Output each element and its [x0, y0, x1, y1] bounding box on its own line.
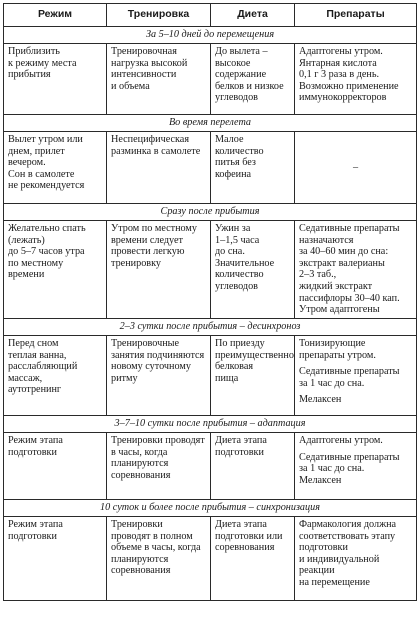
cell-regime: [4, 132, 107, 204]
cell-line: белков и низкое: [215, 80, 284, 92]
cell-line: Мелаксен: [299, 394, 342, 406]
table-row: [4, 517, 417, 601]
cell-line: времени: [8, 269, 45, 281]
cell-training: [107, 132, 211, 204]
cell-line: Утром адаптогены: [299, 304, 380, 316]
cell-line: новому суточному: [111, 361, 191, 373]
section-before-travel: [4, 27, 417, 115]
cell-line: высокое: [215, 57, 251, 69]
cell-line: Ужин за: [215, 223, 251, 234]
table-row: [4, 433, 417, 500]
cell-line: углеводов: [215, 280, 258, 292]
cell-line: кофеина: [215, 168, 252, 180]
cell-line: Режим этапа: [8, 519, 63, 530]
cell-line: До вылета –: [215, 46, 268, 57]
cell-line: Тренировки: [111, 519, 163, 530]
cell-line: Перед сном: [8, 338, 59, 349]
cell-line: Тонизирующие: [299, 338, 366, 349]
cell-regime: [4, 517, 107, 601]
cell-line: количество: [215, 145, 264, 157]
cell-drugs: [295, 44, 417, 115]
cell-line: количество: [215, 269, 264, 281]
cell-line: ритму: [111, 372, 138, 384]
cell-line: Возможно применение: [299, 80, 399, 92]
cell-training: [107, 221, 211, 319]
cell-line: содержание: [215, 69, 267, 81]
cell-line: за 40–60 мин до сна:: [299, 246, 389, 258]
cell-drugs: [295, 221, 417, 319]
cell-line: Сон в самолете: [8, 168, 75, 180]
cell-line: 1–1,5 часа: [215, 234, 260, 246]
table-row: [4, 132, 417, 204]
cell-line: провести легкую: [111, 246, 185, 258]
cell-line: аутотренинг: [8, 384, 62, 396]
cell-line: назначаются: [299, 234, 354, 246]
header-drugs: Препараты: [295, 4, 417, 27]
cell-diet: [211, 336, 295, 416]
cell-line: подготовки: [215, 446, 264, 458]
cell-regime: [4, 336, 107, 416]
cell-line: подготовки: [299, 542, 348, 554]
cell-line: По приезду: [215, 338, 265, 349]
cell-line: экстракт валерианы: [299, 257, 385, 269]
cell-diet: [211, 44, 295, 115]
cell-line: подготовки: [8, 530, 57, 542]
cell-regime: [4, 433, 107, 500]
section-title: 3–7–10 сутки после прибытия – адаптация: [4, 416, 417, 433]
cell-line: Тренировочная: [111, 46, 177, 57]
cell-drugs: [295, 517, 417, 601]
cell-line: питья без: [215, 157, 256, 169]
header-row: [4, 4, 417, 27]
cell-line: расслабляющий: [8, 361, 78, 373]
cell-line: объеме в часы, когда: [111, 542, 201, 554]
cell-line: Тренировки проводят: [111, 435, 205, 446]
cell-line: Значительное: [215, 257, 275, 269]
cell-line: до 5–7 часов утра: [8, 246, 85, 258]
cell-line: Неспецифическая: [111, 134, 190, 145]
cell-line: и объема: [111, 80, 150, 92]
cell-diet: [211, 433, 295, 500]
section-adaptation: [4, 416, 417, 500]
section-title: 10 суток и более после прибытия – синхронизация: [4, 500, 417, 517]
cell-line: Седативные препараты: [299, 366, 400, 378]
cell-line: Фармакология должна: [299, 519, 397, 530]
cell-line: на перемещение: [299, 576, 370, 588]
section-right-after-arrival: [4, 204, 417, 319]
header-training: Тренировка: [107, 4, 211, 27]
cell-line: за 1 час до сна.: [299, 377, 365, 389]
cell-training: [107, 44, 211, 115]
cell-line: 0,1 г 3 раза в день.: [299, 69, 380, 81]
cell-line: проводят в полном: [111, 530, 193, 542]
cell-drugs: [295, 132, 417, 204]
cell-line: соревнования: [215, 542, 275, 554]
cell-line: Приблизить: [8, 46, 60, 57]
cell-regime: [4, 221, 107, 319]
section-during-flight: [4, 115, 417, 204]
header-diet: Диета: [211, 4, 295, 27]
cell-line: к режиму места: [8, 57, 77, 69]
section-title: Сразу после прибытия: [4, 204, 417, 221]
cell-line: Вылет утром или: [8, 134, 83, 145]
cell-line: массаж,: [8, 372, 43, 384]
section-desynchronosis: [4, 319, 417, 416]
section-title: Во время перелета: [4, 115, 417, 132]
cell-line: (лежать): [8, 234, 45, 246]
cell-diet: [211, 221, 295, 319]
cell-line: тренировку: [111, 257, 161, 269]
cell-line: жидкий экстракт: [299, 280, 373, 292]
cell-line: –: [352, 161, 359, 173]
cell-line: и индивидуальной: [299, 553, 380, 565]
cell-line: нагрузка высокой: [111, 57, 188, 69]
recommendations-table: [3, 3, 417, 601]
section-title: 2–3 сутки после прибытия – десинхроноз: [4, 319, 417, 336]
cell-line: иммунокорректоров: [299, 92, 387, 104]
cell-line: пассифлоры 30–40 кап.: [299, 292, 400, 304]
cell-line: планируются: [111, 553, 169, 565]
cell-line: Седативные препараты: [299, 223, 400, 234]
cell-drugs: [295, 433, 417, 500]
cell-line: преимущественно: [215, 349, 294, 361]
cell-line: подготовки: [8, 446, 57, 458]
header-regime: Режим: [4, 4, 107, 27]
cell-line: планируются: [111, 458, 169, 470]
cell-line: по местному: [8, 257, 64, 269]
cell-line: препараты утром.: [299, 349, 376, 361]
cell-training: [107, 336, 211, 416]
cell-line: реакции: [299, 565, 335, 577]
cell-line: не рекомендуется: [8, 180, 85, 192]
cell-line: Малое: [215, 134, 244, 145]
cell-training: [107, 433, 211, 500]
cell-line: Желательно спать: [8, 223, 86, 234]
cell-line: вечером.: [8, 157, 46, 169]
cell-line: прибытия: [8, 69, 51, 81]
cell-training: [107, 517, 211, 601]
cell-line: днем, прилет: [8, 145, 65, 157]
cell-line: Утром по местному: [111, 223, 197, 234]
cell-line: соответствовать этапу: [299, 530, 396, 542]
cell-line: подготовки или: [215, 530, 283, 542]
table-row: [4, 336, 417, 416]
cell-line: разминка в самолете: [111, 145, 201, 157]
cell-line: Янтарная кислота: [299, 57, 377, 69]
cell-line: Диета этапа: [215, 435, 267, 446]
cell-line: Режим этапа: [8, 435, 63, 446]
cell-line: Адаптогены утром.: [299, 46, 383, 57]
cell-line: углеводов: [215, 92, 258, 104]
cell-line: Адаптогены утром.: [299, 435, 383, 446]
cell-line: белковая: [215, 361, 254, 373]
cell-diet: [211, 132, 295, 204]
section-synchronization: [4, 500, 417, 601]
cell-line: до сна.: [215, 246, 245, 258]
cell-line: теплая ванна,: [8, 349, 67, 361]
cell-drugs: [295, 336, 417, 416]
cell-line: занятия подчиняются: [111, 349, 205, 361]
cell-line: соревнования: [111, 565, 171, 577]
cell-line: интенсивности: [111, 69, 177, 81]
section-title: За 5–10 дней до перемещения: [4, 27, 417, 44]
table-row: [4, 44, 417, 115]
cell-line: Мелаксен: [299, 474, 342, 486]
cell-line: соревнования: [111, 469, 171, 481]
cell-diet: [211, 517, 295, 601]
cell-line: Седативные препараты: [299, 451, 400, 463]
cell-line: пища: [215, 372, 239, 384]
cell-line: за 1 час до сна.: [299, 463, 365, 475]
cell-line: Тренировочные: [111, 338, 180, 349]
cell-line: Диета этапа: [215, 519, 267, 530]
cell-line: 2–3 таб.,: [299, 269, 337, 281]
table-row: [4, 221, 417, 319]
cell-line: времени следует: [111, 234, 183, 246]
cell-regime: [4, 44, 107, 115]
cell-line: в часы, когда: [111, 446, 168, 458]
